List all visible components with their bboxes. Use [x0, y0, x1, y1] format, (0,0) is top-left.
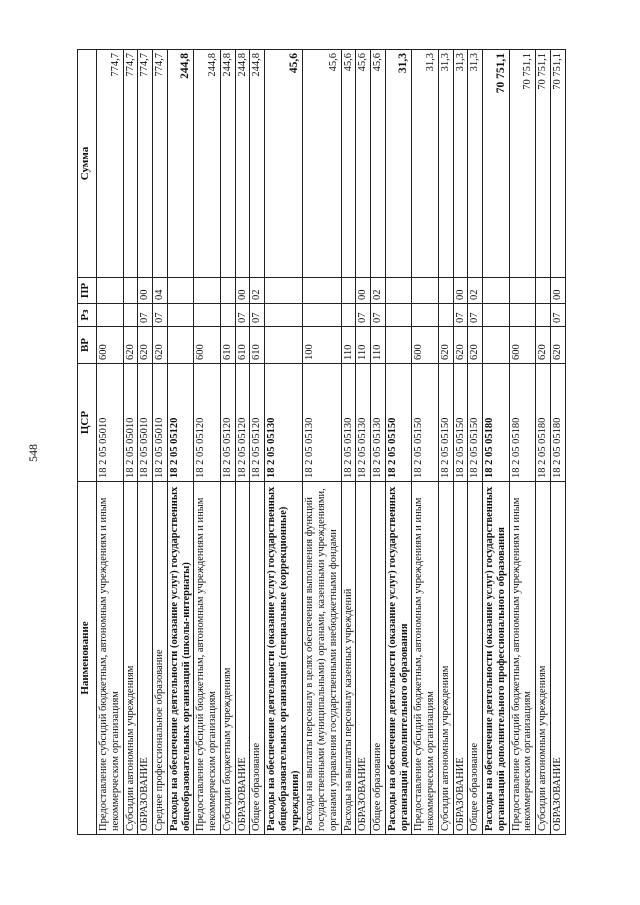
- cell-sum: 45,6: [371, 50, 386, 278]
- cell-sum: 45,6: [356, 50, 371, 278]
- cell-vr: 600: [194, 327, 221, 364]
- cell-csr: 18 2 05 05130: [371, 364, 386, 482]
- cell-csr: 18 2 05 05130: [265, 364, 303, 482]
- cell-csr: 18 2 05 05180: [550, 364, 565, 482]
- cell-name: Расходы на выплаты персоналу казенных учреждений: [341, 482, 356, 835]
- budget-table: [77, 49, 566, 835]
- cell-csr: 18 2 05 05130: [356, 364, 371, 482]
- cell-pr: [167, 278, 194, 304]
- cell-pr: 02: [371, 278, 386, 304]
- cell-sum: 774,7: [138, 50, 153, 278]
- cell-vr: 620: [536, 327, 551, 364]
- cell-rz: 07: [250, 304, 265, 327]
- cell-vr: 110: [356, 327, 371, 364]
- cell-name: Предоставление субсидий бюджетным, автономным учреждениям и иным некоммерческим организациям: [509, 482, 536, 835]
- cell-sum: 774,7: [123, 50, 138, 278]
- cell-csr: 18 2 05 05150: [453, 364, 468, 482]
- page-number: 548: [26, 444, 40, 462]
- cell-rz: 07: [356, 304, 371, 327]
- header-pr: ПР: [78, 278, 97, 304]
- cell-name: Расходы на обеспечение деятельности (оказание услуг) государственных общеобразовательных организаций (специальные (коррекционные) учреждения): [265, 482, 303, 835]
- cell-vr: [167, 327, 194, 364]
- cell-name: Среднее профессиональное образование: [153, 482, 168, 835]
- cell-rz: 07: [550, 304, 565, 327]
- cell-name: Расходы на обеспечение деятельности (оказание услуг) государственных общеобразовательных организаций (школы-интернаты): [167, 482, 194, 835]
- cell-vr: 600: [509, 327, 536, 364]
- cell-csr: 18 2 05 05010: [153, 364, 168, 482]
- cell-name: Субсидии автономным учреждениям: [536, 482, 551, 835]
- cell-sum: 244,8: [220, 50, 235, 278]
- cell-name: Общее образование: [250, 482, 265, 835]
- cell-rz: 07: [138, 304, 153, 327]
- cell-vr: 110: [341, 327, 356, 364]
- cell-vr: 110: [371, 327, 386, 364]
- header-csr: ЦСР: [78, 364, 97, 482]
- cell-sum: 774,7: [153, 50, 168, 278]
- cell-sum: 45,6: [265, 50, 303, 278]
- table-row: [250, 50, 265, 835]
- cell-vr: 620: [123, 327, 138, 364]
- cell-name: ОБРАЗОВАНИЕ: [550, 482, 565, 835]
- table-row: [453, 50, 468, 835]
- table-row: [265, 50, 303, 835]
- cell-csr: 18 2 05 05180: [509, 364, 536, 482]
- cell-vr: [265, 327, 303, 364]
- cell-rz: [438, 304, 453, 327]
- cell-csr: 18 2 05 05120: [250, 364, 265, 482]
- table-row: [356, 50, 371, 835]
- cell-vr: 620: [468, 327, 483, 364]
- cell-rz: [412, 304, 439, 327]
- cell-pr: [385, 278, 412, 304]
- cell-pr: 00: [453, 278, 468, 304]
- cell-vr: 610: [235, 327, 250, 364]
- table-row: [412, 50, 439, 835]
- cell-rz: [341, 304, 356, 327]
- table-row: [123, 50, 138, 835]
- cell-csr: 18 2 05 05130: [341, 364, 356, 482]
- cell-pr: [412, 278, 439, 304]
- cell-name: ОБРАЗОВАНИЕ: [235, 482, 250, 835]
- table-row: [468, 50, 483, 835]
- table-row: [303, 50, 341, 835]
- cell-pr: 00: [550, 278, 565, 304]
- cell-pr: [303, 278, 341, 304]
- cell-sum: 774,7: [97, 50, 124, 278]
- cell-csr: 18 2 05 05010: [123, 364, 138, 482]
- cell-csr: 18 2 05 05120: [220, 364, 235, 482]
- cell-rz: [194, 304, 221, 327]
- cell-pr: 04: [153, 278, 168, 304]
- table-row: [550, 50, 565, 835]
- cell-name: Расходы на выплаты персоналу в целях обеспечения выполнения функций государственными (муниципальными) органами, казенными учреждениями, органами управления государственными внебюджетными фондами: [303, 482, 341, 835]
- table-row: [220, 50, 235, 835]
- cell-sum: 31,3: [468, 50, 483, 278]
- cell-vr: 610: [250, 327, 265, 364]
- cell-csr: 18 2 05 05150: [438, 364, 453, 482]
- cell-pr: [220, 278, 235, 304]
- cell-pr: 02: [250, 278, 265, 304]
- cell-name: Предоставление субсидий бюджетным, автономным учреждениям и иным некоммерческим организациям: [97, 482, 124, 835]
- cell-csr: 18 2 05 05010: [138, 364, 153, 482]
- cell-rz: [220, 304, 235, 327]
- cell-name: Расходы на обеспечение деятельности (оказание услуг) государственных организаций дополнительного профессионального образования: [483, 482, 510, 835]
- cell-rz: [97, 304, 124, 327]
- cell-rz: 07: [153, 304, 168, 327]
- table-row: [536, 50, 551, 835]
- cell-csr: 18 2 05 05150: [412, 364, 439, 482]
- cell-sum: 70 751,1: [536, 50, 551, 278]
- table-row: [385, 50, 412, 835]
- cell-vr: 620: [453, 327, 468, 364]
- cell-rz: [385, 304, 412, 327]
- cell-pr: [509, 278, 536, 304]
- table-row: [153, 50, 168, 835]
- cell-sum: 244,8: [250, 50, 265, 278]
- cell-csr: 18 2 05 05120: [167, 364, 194, 482]
- cell-csr: 18 2 05 05120: [235, 364, 250, 482]
- cell-vr: 100: [303, 327, 341, 364]
- table-row: [483, 50, 510, 835]
- cell-csr: 18 2 05 05130: [303, 364, 341, 482]
- cell-vr: [483, 327, 510, 364]
- cell-sum: 31,3: [385, 50, 412, 278]
- cell-pr: [341, 278, 356, 304]
- cell-csr: 18 2 05 05180: [536, 364, 551, 482]
- cell-pr: 00: [356, 278, 371, 304]
- cell-name: ОБРАЗОВАНИЕ: [138, 482, 153, 835]
- cell-name: Субсидии автономным учреждениям: [438, 482, 453, 835]
- cell-pr: [97, 278, 124, 304]
- table-row: [138, 50, 153, 835]
- table-body: [97, 50, 566, 835]
- cell-pr: [194, 278, 221, 304]
- cell-rz: 07: [468, 304, 483, 327]
- cell-name: Субсидии бюджетным учреждениям: [220, 482, 235, 835]
- cell-csr: 18 2 05 05010: [97, 364, 124, 482]
- cell-rz: [265, 304, 303, 327]
- cell-sum: 70 751,1: [483, 50, 510, 278]
- table-row: [194, 50, 221, 835]
- cell-vr: 600: [97, 327, 124, 364]
- table-row: [371, 50, 386, 835]
- cell-sum: 45,6: [303, 50, 341, 278]
- cell-pr: [483, 278, 510, 304]
- cell-pr: [265, 278, 303, 304]
- cell-csr: 18 2 05 05150: [385, 364, 412, 482]
- cell-vr: 620: [153, 327, 168, 364]
- cell-sum: 31,3: [412, 50, 439, 278]
- rotated-table-container: [77, 50, 599, 835]
- cell-vr: 610: [220, 327, 235, 364]
- cell-csr: 18 2 05 05150: [468, 364, 483, 482]
- cell-name: Предоставление субсидий бюджетным, автономным учреждениям и иным некоммерческим организациям: [194, 482, 221, 835]
- cell-rz: [303, 304, 341, 327]
- table-header-row: [78, 50, 97, 835]
- cell-sum: 31,3: [453, 50, 468, 278]
- cell-pr: [123, 278, 138, 304]
- cell-sum: 244,8: [235, 50, 250, 278]
- cell-name: Общее образование: [468, 482, 483, 835]
- cell-name: ОБРАЗОВАНИЕ: [453, 482, 468, 835]
- header-rz: Рз: [78, 304, 97, 327]
- cell-name: Предоставление субсидий бюджетным, автономным учреждениям и иным некоммерческим организациям: [412, 482, 439, 835]
- cell-sum: 70 751,1: [509, 50, 536, 278]
- table-row: [509, 50, 536, 835]
- cell-vr: [385, 327, 412, 364]
- cell-vr: 620: [550, 327, 565, 364]
- cell-vr: 600: [412, 327, 439, 364]
- header-sum: Сумма: [78, 50, 97, 278]
- cell-name: Расходы на обеспечение деятельности (оказание услуг) государственных организаций дополнительного образования: [385, 482, 412, 835]
- header-vr: ВР: [78, 327, 97, 364]
- cell-pr: [438, 278, 453, 304]
- cell-pr: [536, 278, 551, 304]
- cell-rz: [509, 304, 536, 327]
- cell-vr: 620: [438, 327, 453, 364]
- cell-name: ОБРАЗОВАНИЕ: [356, 482, 371, 835]
- cell-pr: 00: [138, 278, 153, 304]
- cell-sum: 244,8: [167, 50, 194, 278]
- cell-rz: [167, 304, 194, 327]
- cell-sum: 70 751,1: [550, 50, 565, 278]
- table-row: [438, 50, 453, 835]
- table-row: [97, 50, 124, 835]
- cell-sum: 45,6: [341, 50, 356, 278]
- table-row: [235, 50, 250, 835]
- cell-rz: [483, 304, 510, 327]
- cell-csr: 18 2 05 05120: [194, 364, 221, 482]
- header-name: Наименование: [78, 482, 97, 835]
- cell-rz: [536, 304, 551, 327]
- cell-sum: 31,3: [438, 50, 453, 278]
- table-row: [341, 50, 356, 835]
- cell-vr: 620: [138, 327, 153, 364]
- cell-sum: 244,8: [194, 50, 221, 278]
- cell-pr: 00: [235, 278, 250, 304]
- table-row: [167, 50, 194, 835]
- cell-rz: 07: [453, 304, 468, 327]
- cell-rz: 07: [371, 304, 386, 327]
- cell-rz: 07: [235, 304, 250, 327]
- cell-name: Общее образование: [371, 482, 386, 835]
- cell-name: Субсидии автономным учреждениям: [123, 482, 138, 835]
- cell-rz: [123, 304, 138, 327]
- cell-csr: 18 2 05 05180: [483, 364, 510, 482]
- cell-pr: 02: [468, 278, 483, 304]
